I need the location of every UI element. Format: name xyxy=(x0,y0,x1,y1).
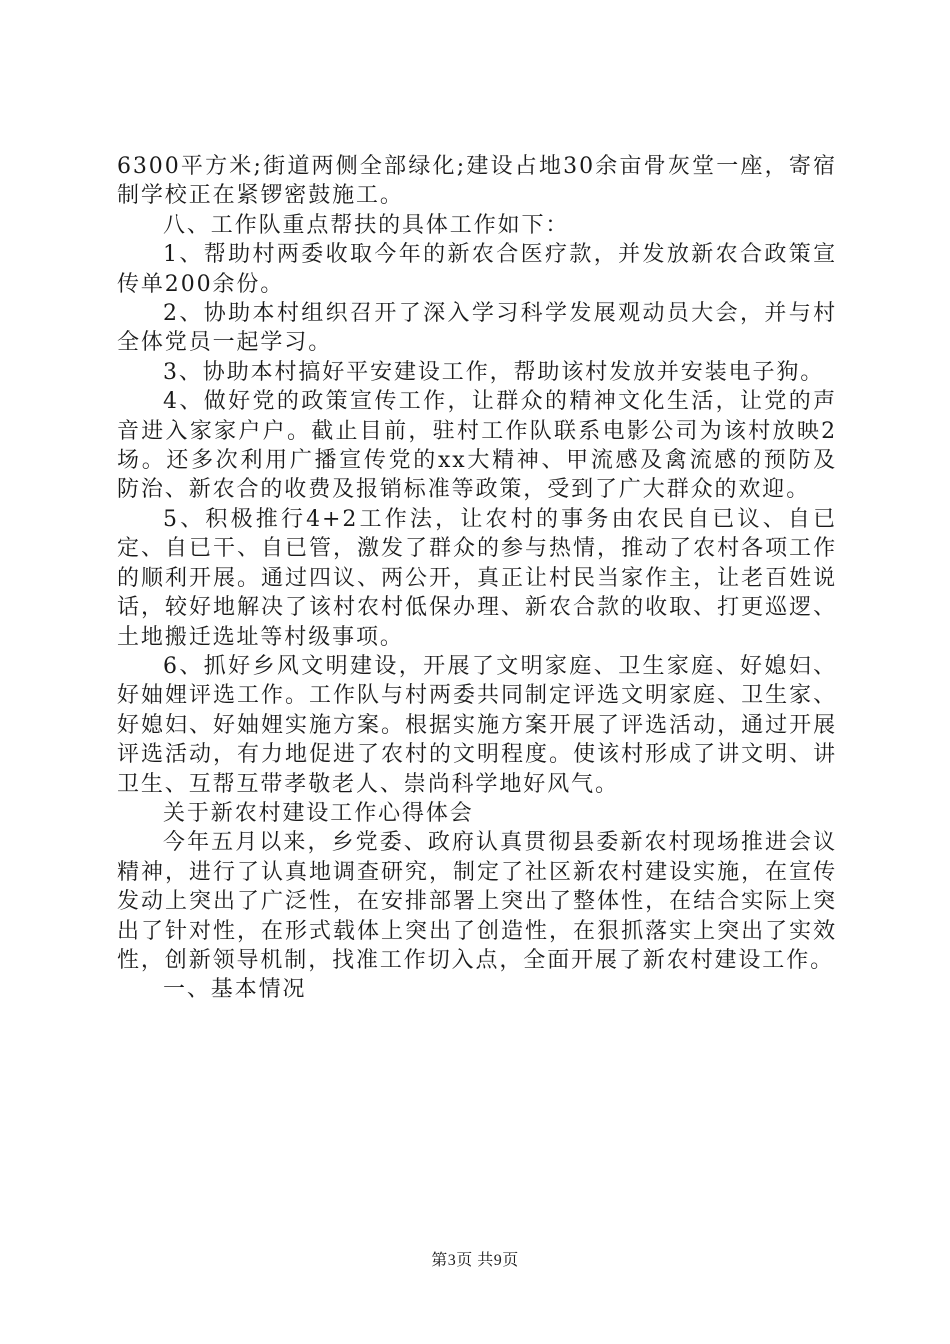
list-item-2: 2、协助本村组织召开了深入学习科学发展观动员大会，并与村全体党员一起学习。 xyxy=(117,301,837,356)
list-item-3: 3、协助本村搞好平安建设工作，帮助该村发放并安装电子狗。 xyxy=(163,359,825,385)
list-item-4: 4、做好党的政策宣传工作，让群众的精神文化生活，让党的声音进入家家户户。截止目前，驻村工作队联系电影公司为该村放映2场。还多次利用广播宣传党的xx大精神、甲流感及禽流感的预防及防治、新农合的收费及报销标准等政策，受到了广大群众的欢迎。 xyxy=(117,389,837,503)
section-heading-eight: 八、工作队重点帮扶的具体工作如下： xyxy=(163,212,570,238)
article-title: 关于新农村建设工作心得体会 xyxy=(163,800,474,826)
list-item-6: 6、抓好乡风文明建设，开展了文明家庭、卫生家庭、好媳妇、好妯娌评选工作。工作队与村两委共同制定评选文明家庭、卫生家、好媳妇、好妯娌实施方案。根据实施方案开展了评选活动，通过开展评选活动，有力地促进了农村的文明程度。使该村形成了讲文明、讲卫生、互帮互带孝敬老人、崇尚科学地好风气。 xyxy=(117,653,837,797)
paragraph-continuation: 6300平方米;街道两侧全部绿化;建设占地30余亩骨灰堂一座，寄宿制学校正在紧锣密鼓施工。 xyxy=(117,154,837,209)
intro-paragraph: 今年五月以来，乡党委、政府认真贯彻县委新农村现场推进会议精神，进行了认真地调查研究，制定了社区新农村建设实施，在宣传发动上突出了广泛性，在安排部署上突出了整体性，在结合实际上突出了针对性，在形式载体上突出了创造性，在狠抓落实上突出了实效性，创新领导机制，找准工作切入点，全面开展了新农村建设工作。 xyxy=(117,830,837,973)
document-body xyxy=(117,152,837,1005)
list-item-1: 1、帮助村两委收取今年的新农合医疗款，并发放新农合政策宣传单200余份。 xyxy=(117,242,837,297)
list-item-5: 5、积极推行4+2工作法，让农村的事务由农民自已议、自已定、自已干、自已管，激发了群众的参与热情，推动了农村各项工作的顺利开展。通过四议、两公开，真正让村民当家作主，让老百姓说话，较好地解决了该村农村低保办理、新农合款的收取、打更巡逻、土地搬迁选址等村级事项。 xyxy=(117,506,837,650)
page-footer: 第3页 共9页 xyxy=(431,1252,519,1269)
section-heading-one: 一、基本情况 xyxy=(163,977,307,1003)
